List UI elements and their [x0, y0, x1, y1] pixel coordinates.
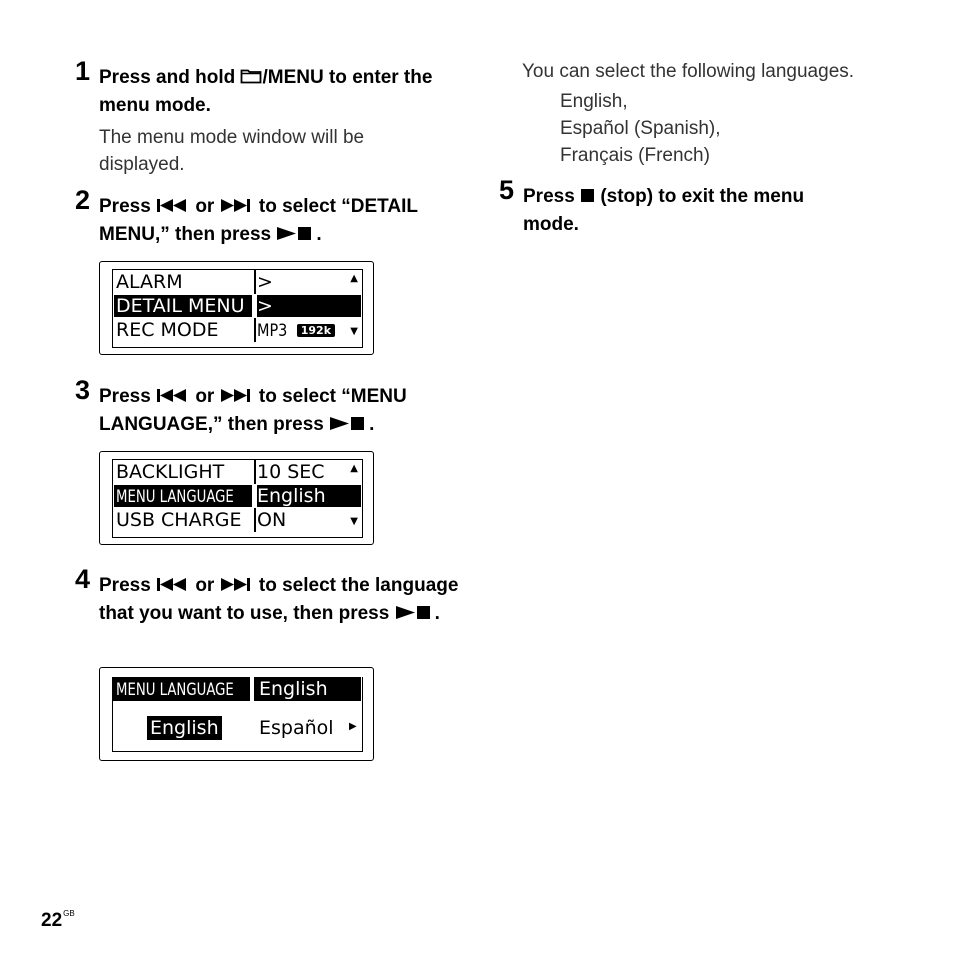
- step-description: The menu mode window will be displayed.: [99, 127, 365, 175]
- column-divider: [254, 270, 256, 294]
- menu-row-label: MENU LANGUAGE: [116, 487, 234, 507]
- header-label: MENU LANGUAGE: [116, 680, 234, 700]
- previous-track-icon: [156, 573, 190, 600]
- header-value: English: [259, 678, 328, 700]
- previous-track-icon: [156, 194, 190, 221]
- step-number: 4: [75, 564, 91, 594]
- column-divider: [254, 484, 256, 508]
- language-list: [560, 88, 721, 169]
- option-selected: English: [147, 716, 222, 740]
- step-number: 1: [75, 56, 91, 86]
- menu-row-label: ALARM: [116, 271, 183, 293]
- step-number: 5: [499, 175, 515, 205]
- lcd-header: [113, 677, 361, 701]
- menu-row: [113, 460, 362, 484]
- scroll-down-icon: ▼: [350, 326, 358, 337]
- previous-track-icon: [156, 384, 190, 411]
- play-stop-icon: [395, 601, 435, 628]
- column-divider: [254, 460, 256, 484]
- menu-row: [113, 318, 362, 342]
- scroll-down-icon: ▼: [350, 516, 358, 527]
- menu-row: [113, 270, 362, 294]
- menu-row-label: REC MODE: [116, 319, 219, 341]
- bitrate-badge: 192k: [297, 324, 335, 337]
- scroll-up-icon: ▲: [350, 273, 358, 284]
- next-track-icon: [220, 573, 254, 600]
- next-option-arrow-icon: ▶: [349, 721, 357, 732]
- column-divider: [254, 508, 256, 532]
- step-instruction: Press (stop) to exit the menu mode.: [523, 186, 805, 235]
- language-item: English,: [560, 91, 628, 112]
- page-number: $22^{GB}$: [41, 909, 75, 931]
- step-number: 2: [75, 185, 91, 215]
- step-instruction: Press and hold /MENU to enter the menu mode.: [99, 67, 433, 116]
- next-track-icon: [220, 194, 254, 221]
- stop-icon: [580, 184, 595, 211]
- language-item: Español (Spanish),: [560, 118, 721, 139]
- menu-row-value: >: [257, 295, 273, 317]
- lcd-screen: [112, 677, 363, 752]
- column-divider: [254, 318, 256, 342]
- folder-icon: [240, 65, 262, 92]
- menu-row: [113, 508, 362, 532]
- menu-row-value: 10 SEC: [257, 461, 325, 483]
- menu-row-label: USB CHARGE: [116, 509, 242, 531]
- step-instruction: Press or to select “MENU LANGUAGE,” then press .: [99, 383, 469, 439]
- option-next: Español: [259, 717, 334, 739]
- menu-row-value: >: [257, 271, 273, 293]
- language-item: Français (French): [560, 145, 710, 166]
- play-stop-icon: [276, 222, 316, 249]
- menu-row-label: BACKLIGHT: [116, 461, 225, 483]
- step-number: 3: [75, 375, 91, 405]
- lcd-display-menu-language: [99, 451, 374, 545]
- lcd-display-detail-menu: [99, 261, 374, 355]
- language-intro: You can select the following languages.: [522, 61, 855, 82]
- menu-row-value: English: [257, 485, 326, 507]
- menu-row-value: ON: [257, 509, 287, 531]
- lcd-screen: [112, 459, 363, 538]
- play-stop-icon: [329, 412, 369, 439]
- step-instruction: Press or to select “DETAIL MENU,” then press .: [99, 193, 469, 249]
- lcd-display-language-select: [99, 667, 374, 761]
- lcd-screen: [112, 269, 363, 348]
- column-divider: [254, 294, 256, 318]
- menu-row-selected: [113, 294, 362, 318]
- menu-row-selected: [113, 484, 362, 508]
- menu-row-value: MP3 192k: [257, 318, 335, 343]
- next-track-icon: [220, 384, 254, 411]
- page-region-suffix: GB: [63, 909, 75, 918]
- scroll-up-icon: ▲: [350, 463, 358, 474]
- step-instruction: Press or to select the language that you want to use, then press .: [99, 572, 469, 628]
- menu-row-label: DETAIL MENU: [116, 295, 245, 317]
